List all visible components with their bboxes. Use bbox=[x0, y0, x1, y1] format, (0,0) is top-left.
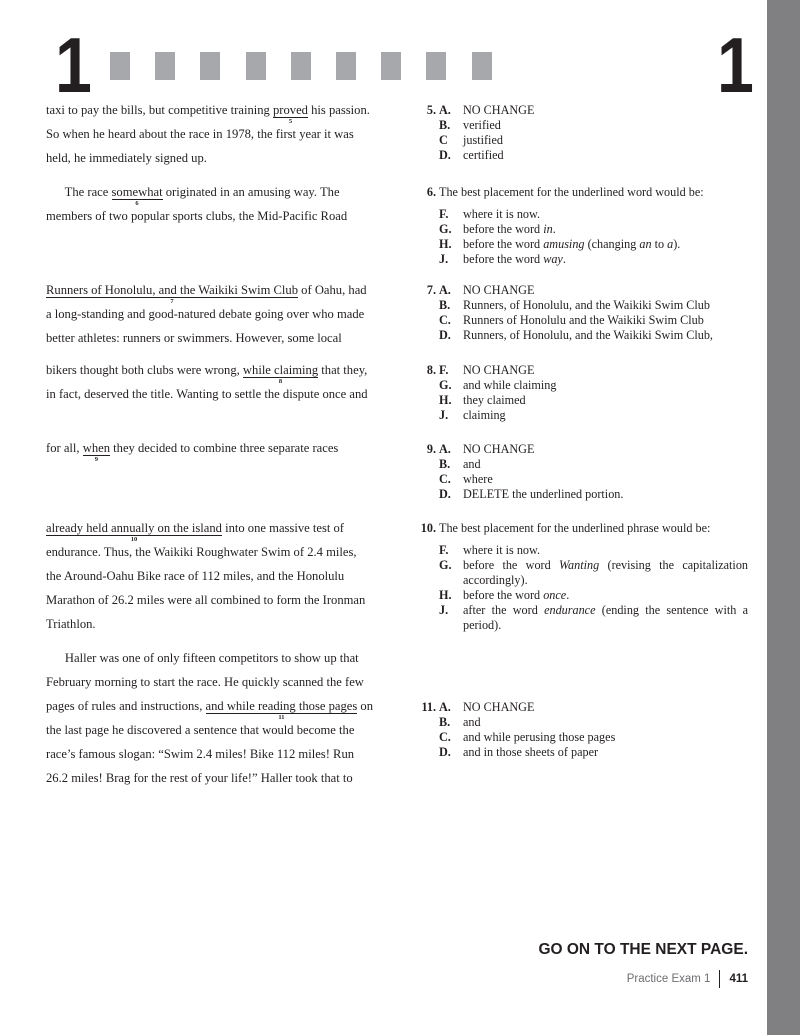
underlined-portion bbox=[111, 185, 163, 207]
passage-text: taxi to pay the bills, but competitive training bbox=[46, 103, 273, 117]
passage-text: originated in an amusing way. The bbox=[162, 185, 340, 199]
option-text bbox=[463, 408, 748, 423]
go-on-notice: GO ON TO THE NEXT PAGE. bbox=[538, 941, 748, 958]
option-text-part: once bbox=[543, 588, 567, 602]
underlined-text: already held annually on the island bbox=[46, 521, 222, 535]
question-number bbox=[414, 252, 436, 267]
option-text-part: Wanting bbox=[559, 558, 600, 572]
answer-option[interactable] bbox=[414, 393, 748, 408]
option-letter: J. bbox=[439, 603, 449, 617]
option-letter: C bbox=[439, 133, 448, 147]
question-number-marker: 5 bbox=[288, 118, 293, 125]
passage-text: a long-standing and good-natured debate going over who made bbox=[46, 307, 365, 321]
question-number: 6. bbox=[426, 185, 436, 199]
underlined-text: somewhat bbox=[111, 185, 163, 199]
option-text-part: and in those sheets of paper bbox=[463, 745, 599, 759]
answer-option[interactable] bbox=[414, 237, 748, 252]
passage-text: in fact, deserved the title. Wanting to settle the dispute once and bbox=[46, 387, 368, 401]
answer-option[interactable] bbox=[414, 408, 748, 423]
option-text bbox=[463, 700, 748, 715]
passage-line bbox=[46, 185, 340, 207]
passage-text: members of two popular sports clubs, the Mid-Pacific Road bbox=[46, 209, 348, 223]
passage-text: The race bbox=[46, 185, 112, 199]
option-text bbox=[463, 252, 748, 267]
underlined-portion bbox=[46, 521, 222, 543]
option-letter: H. bbox=[439, 393, 452, 407]
option-text bbox=[463, 378, 748, 393]
option-text bbox=[463, 328, 748, 343]
underlined-portion bbox=[82, 441, 110, 463]
option-letter: D. bbox=[439, 487, 451, 501]
option-text bbox=[463, 298, 748, 313]
passage-text: the Around-Oahu Bike race of 112 miles, and the Honolulu bbox=[46, 569, 345, 583]
option-text bbox=[463, 730, 748, 745]
answer-option[interactable] bbox=[414, 745, 748, 760]
divider-square bbox=[472, 52, 492, 80]
question-number: 9. bbox=[426, 442, 436, 456]
passage-line bbox=[46, 675, 364, 690]
question-number bbox=[414, 558, 436, 588]
passage-text: better athletes: runners or swimmers. However, some local bbox=[46, 331, 342, 345]
option-text-part: . bbox=[552, 222, 556, 236]
option-letter: A. bbox=[439, 103, 451, 117]
underlined-portion bbox=[242, 363, 319, 385]
passage-line bbox=[46, 771, 353, 786]
passage-line bbox=[46, 283, 367, 305]
question-8 bbox=[414, 363, 748, 423]
question-number-marker: 8 bbox=[278, 378, 283, 385]
passage-line bbox=[46, 617, 96, 632]
answer-option[interactable] bbox=[414, 222, 748, 237]
underlined-portion bbox=[273, 103, 308, 125]
footer-divider bbox=[719, 970, 720, 988]
option-text-part: ). bbox=[673, 237, 681, 251]
option-text-part: to bbox=[651, 237, 668, 251]
option-text-part: . bbox=[566, 588, 570, 602]
answer-option[interactable] bbox=[414, 487, 748, 502]
question-9 bbox=[414, 442, 748, 502]
question-7 bbox=[414, 283, 748, 343]
option-letter: D. bbox=[439, 148, 451, 162]
divider-square bbox=[291, 52, 311, 80]
option-text-part: where it is now. bbox=[463, 543, 541, 557]
option-text bbox=[463, 103, 748, 118]
option-text-part: . bbox=[562, 252, 566, 266]
underlined-portion bbox=[46, 283, 299, 305]
passage-text: the last page he discovered a sentence that would become the bbox=[46, 723, 355, 737]
page-footer bbox=[627, 970, 748, 988]
option-text-part: (revising the capitalization accordingly). bbox=[463, 558, 749, 587]
option-letter: C. bbox=[439, 730, 451, 744]
spacer bbox=[414, 536, 748, 543]
answer-option[interactable] bbox=[414, 378, 748, 393]
passage-text: Haller was one of only fifteen competitors to show up that bbox=[46, 651, 359, 665]
option-text-part: NO CHANGE bbox=[463, 700, 535, 714]
option-text bbox=[463, 207, 748, 222]
option-text bbox=[463, 283, 748, 298]
option-letter: A. bbox=[439, 283, 451, 297]
question-number bbox=[414, 148, 436, 163]
question-number: 11. bbox=[421, 700, 436, 714]
question-number: 8. bbox=[426, 363, 436, 377]
question-number bbox=[414, 472, 436, 487]
answer-option[interactable] bbox=[414, 558, 748, 588]
question-5 bbox=[414, 103, 748, 163]
option-text bbox=[463, 442, 748, 457]
option-text-part: before the word bbox=[463, 222, 544, 236]
passage-text: for all, bbox=[46, 441, 83, 455]
answer-option[interactable] bbox=[414, 603, 748, 633]
option-letter: B. bbox=[439, 298, 451, 312]
option-letter: J. bbox=[439, 408, 449, 422]
option-text-part: Runners, of Honolulu, and the Waikiki Swim Club, bbox=[463, 328, 713, 342]
option-text bbox=[463, 543, 748, 558]
option-text-part: before the word bbox=[463, 237, 544, 251]
question-number-marker: 10 bbox=[130, 536, 138, 543]
option-text bbox=[463, 715, 748, 730]
question-number bbox=[414, 118, 436, 133]
question-number bbox=[414, 378, 436, 393]
divider-square bbox=[381, 52, 401, 80]
passage-line bbox=[46, 441, 339, 463]
answer-option[interactable] bbox=[414, 118, 748, 133]
passage-line bbox=[46, 331, 342, 346]
option-text-part: claiming bbox=[463, 408, 506, 422]
question-number bbox=[414, 222, 436, 237]
spacer bbox=[414, 200, 748, 207]
passage-text: of Oahu, had bbox=[298, 283, 367, 297]
option-text-part: (changing bbox=[584, 237, 640, 251]
option-letter: H. bbox=[439, 588, 452, 602]
passage-line bbox=[46, 593, 365, 608]
option-text bbox=[463, 588, 748, 603]
question-number bbox=[414, 393, 436, 408]
question-number bbox=[414, 487, 436, 502]
question-number bbox=[414, 133, 436, 148]
option-text-part: way bbox=[543, 252, 563, 266]
question-number bbox=[414, 457, 436, 472]
question-number-marker: 6 bbox=[135, 200, 139, 207]
question-number bbox=[414, 313, 436, 328]
passage-text: race’s famous slogan: “Swim 2.4 miles! Bike 112 miles! Run bbox=[46, 747, 355, 761]
option-letter: C. bbox=[439, 472, 451, 486]
question-stem: The best placement for the underlined phrase would be: bbox=[439, 521, 711, 535]
option-text bbox=[463, 313, 748, 328]
underlined-text: while claiming bbox=[242, 363, 319, 377]
underlined-text: when bbox=[82, 441, 110, 455]
passage-text: Triathlon. bbox=[46, 617, 96, 631]
question-10 bbox=[414, 521, 748, 633]
underlined-text: and while reading those pages bbox=[205, 699, 358, 713]
question-number bbox=[414, 408, 436, 423]
option-letter: G. bbox=[439, 222, 452, 236]
option-letter: H. bbox=[439, 237, 452, 251]
question-11 bbox=[414, 700, 748, 760]
option-letter: C. bbox=[439, 313, 451, 327]
option-text bbox=[463, 457, 748, 472]
option-text-part: a bbox=[667, 237, 674, 251]
question-number: 7. bbox=[426, 283, 436, 297]
option-text-part: endurance bbox=[544, 603, 596, 617]
option-text-part: NO CHANGE bbox=[463, 103, 535, 117]
passage-line bbox=[46, 363, 368, 385]
option-letter: A. bbox=[439, 442, 451, 456]
option-text-part: they claimed bbox=[463, 393, 526, 407]
passage-text: 26.2 miles! Brag for the rest of your life!” Haller took that to bbox=[46, 771, 353, 785]
option-text-part: DELETE the underlined portion. bbox=[463, 487, 624, 501]
option-text bbox=[463, 363, 748, 378]
option-letter: B. bbox=[439, 118, 451, 132]
passage-text: So when he heard about the race in 1978, the first year it was bbox=[46, 127, 354, 141]
option-text bbox=[463, 118, 748, 133]
question-stem: The best placement for the underlined word would be: bbox=[439, 185, 704, 199]
answer-option[interactable] bbox=[414, 543, 748, 558]
question-number bbox=[414, 603, 436, 633]
section-number-right: 1 bbox=[717, 21, 752, 109]
underlined-text: proved bbox=[273, 103, 308, 117]
option-text-part: and while perusing those pages bbox=[463, 730, 616, 744]
option-text-part: justified bbox=[463, 133, 503, 147]
page-edge-tab bbox=[767, 0, 800, 1035]
option-text bbox=[463, 133, 748, 148]
answer-option[interactable] bbox=[414, 442, 748, 457]
passage-line bbox=[46, 151, 207, 166]
option-text-part: NO CHANGE bbox=[463, 442, 535, 456]
option-text-part: (ending the sentence with a period). bbox=[463, 603, 748, 632]
page-number: 411 bbox=[729, 973, 748, 985]
divider-square bbox=[200, 52, 220, 80]
option-text bbox=[463, 237, 748, 252]
answer-option[interactable] bbox=[414, 283, 748, 298]
answer-option[interactable] bbox=[414, 328, 748, 343]
question-number bbox=[414, 588, 436, 603]
divider-square bbox=[246, 52, 266, 80]
option-letter: F. bbox=[439, 543, 449, 557]
answer-option[interactable] bbox=[414, 252, 748, 267]
answer-option[interactable] bbox=[414, 715, 748, 730]
option-text-part: NO CHANGE bbox=[463, 283, 535, 297]
question-number bbox=[414, 207, 436, 222]
passage-text: they decided to combine three separate races bbox=[110, 441, 339, 455]
passage-text: Marathon of 26.2 miles were all combined to form the Ironman bbox=[46, 593, 366, 607]
option-letter: B. bbox=[439, 715, 451, 729]
divider-square bbox=[336, 52, 356, 80]
passage-text: his passion. bbox=[307, 103, 370, 117]
passage-text: that they, bbox=[318, 363, 368, 377]
option-text-part: before the word bbox=[463, 588, 544, 602]
passage-text: held, he immediately signed up. bbox=[46, 151, 207, 165]
answer-option[interactable] bbox=[414, 207, 748, 222]
passage-text: endurance. Thus, the Waikiki Roughwater Swim of 2.4 miles, bbox=[46, 545, 357, 559]
passage-line bbox=[46, 569, 344, 584]
question-number: 10. bbox=[420, 521, 436, 535]
question-number-marker: 11 bbox=[278, 714, 285, 721]
passage-line bbox=[46, 699, 374, 721]
question-number bbox=[414, 543, 436, 558]
option-text bbox=[463, 148, 748, 163]
passage-line bbox=[46, 103, 370, 125]
option-text-part: where bbox=[463, 472, 493, 486]
answer-option[interactable] bbox=[414, 363, 748, 378]
question-number bbox=[414, 715, 436, 730]
option-text-part: Runners of Honolulu and the Waikiki Swim Club bbox=[463, 313, 704, 327]
section-number-left: 1 bbox=[55, 21, 90, 109]
divider-square bbox=[110, 52, 130, 80]
option-text-part: and bbox=[463, 715, 481, 729]
option-letter: G. bbox=[439, 558, 452, 572]
option-letter: A. bbox=[439, 700, 451, 714]
option-text bbox=[463, 393, 748, 408]
question-stem-row bbox=[414, 185, 748, 200]
passage-line bbox=[46, 127, 354, 142]
option-text bbox=[463, 745, 748, 760]
divider-square bbox=[426, 52, 446, 80]
option-letter: D. bbox=[439, 328, 451, 342]
option-text-part: and bbox=[463, 457, 481, 471]
question-number: 5. bbox=[426, 103, 436, 117]
option-text-part: after the word bbox=[463, 603, 545, 617]
answer-option[interactable] bbox=[414, 700, 748, 715]
option-text bbox=[463, 472, 748, 487]
option-text bbox=[463, 558, 748, 588]
question-6 bbox=[414, 185, 748, 267]
option-text-part: Runners, of Honolulu, and the Waikiki Swim Club bbox=[463, 298, 710, 312]
underlined-text: Runners of Honolulu, and the Waikiki Swim Club bbox=[46, 283, 299, 297]
answer-option[interactable] bbox=[414, 148, 748, 163]
answer-option[interactable] bbox=[414, 457, 748, 472]
passage-text: February morning to start the race. He quickly scanned the few bbox=[46, 675, 364, 689]
question-number bbox=[414, 745, 436, 760]
passage-line bbox=[46, 387, 368, 402]
divider-square bbox=[155, 52, 175, 80]
option-text-part: certified bbox=[463, 148, 504, 162]
passage-text: into one massive test of bbox=[221, 521, 344, 535]
option-letter: F. bbox=[439, 207, 449, 221]
answer-option[interactable] bbox=[414, 730, 748, 745]
option-letter: F. bbox=[439, 363, 449, 377]
option-text-part: amusing bbox=[543, 237, 585, 251]
answer-option[interactable] bbox=[414, 103, 748, 118]
passage-line bbox=[46, 651, 359, 666]
question-number-marker: 7 bbox=[170, 298, 174, 305]
question-number-marker: 9 bbox=[94, 456, 98, 463]
answer-option[interactable] bbox=[414, 472, 748, 487]
answer-option[interactable] bbox=[414, 298, 748, 313]
answer-option[interactable] bbox=[414, 133, 748, 148]
passage-text: on bbox=[357, 699, 374, 713]
option-text bbox=[463, 603, 748, 633]
question-stem-row bbox=[414, 521, 748, 536]
passage-line bbox=[46, 209, 347, 224]
passage-line bbox=[46, 307, 364, 322]
passage-text: pages of rules and instructions, bbox=[46, 699, 206, 713]
passage-text: bikers thought both clubs were wrong, bbox=[46, 363, 243, 377]
underlined-portion bbox=[205, 699, 358, 721]
option-text-part: NO CHANGE bbox=[463, 363, 535, 377]
option-text-part: and while claiming bbox=[463, 378, 557, 392]
footer-label: Practice Exam 1 bbox=[626, 973, 711, 985]
option-text-part: before the word bbox=[463, 558, 560, 572]
option-text-part: verified bbox=[463, 118, 501, 132]
answer-option[interactable] bbox=[414, 588, 748, 603]
answer-option[interactable] bbox=[414, 313, 748, 328]
option-letter: G. bbox=[439, 378, 452, 392]
option-text-part: before the word bbox=[463, 252, 544, 266]
passage-line bbox=[46, 521, 344, 543]
question-number bbox=[414, 237, 436, 252]
option-text-part: where it is now. bbox=[463, 207, 541, 221]
option-text bbox=[463, 222, 748, 237]
question-number bbox=[414, 730, 436, 745]
question-number bbox=[414, 298, 436, 313]
passage-line bbox=[46, 545, 357, 560]
passage-line bbox=[46, 723, 354, 738]
passage-line bbox=[46, 747, 354, 762]
question-number bbox=[414, 328, 436, 343]
option-letter: J. bbox=[439, 252, 449, 266]
option-text-part: an bbox=[639, 237, 652, 251]
option-letter: B. bbox=[439, 457, 451, 471]
option-text-part: in bbox=[543, 222, 553, 236]
option-text bbox=[463, 487, 748, 502]
option-letter: D. bbox=[439, 745, 451, 759]
